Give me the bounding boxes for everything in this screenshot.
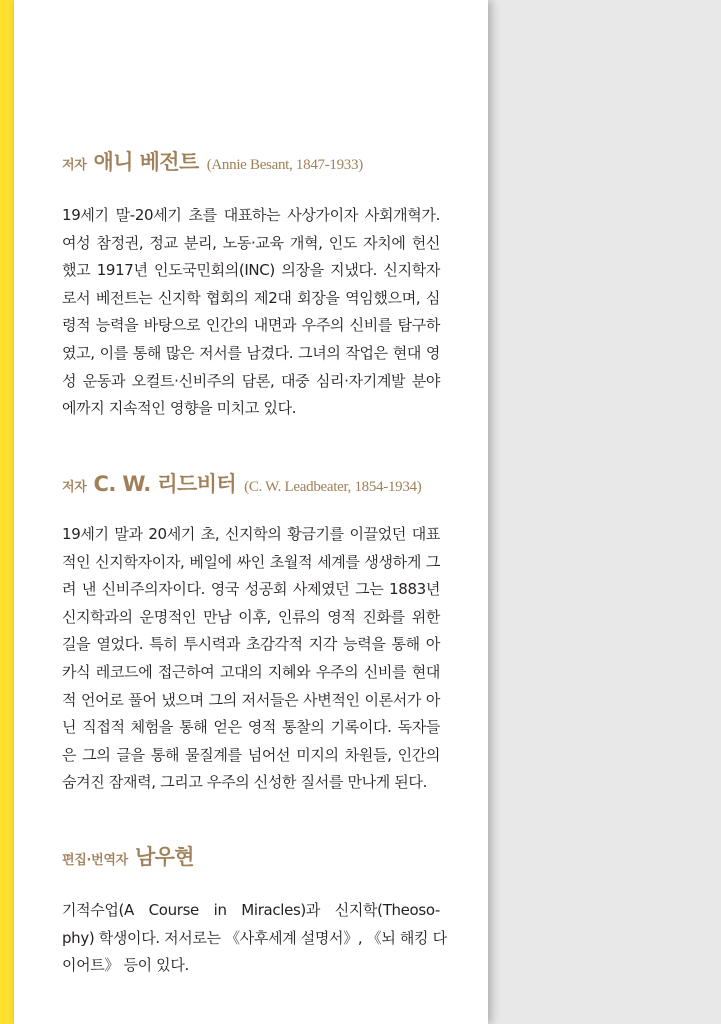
- bio-line: phy) 학생이다. 저서로는 《사후세계 설명서》, 《뇌 해킹 다: [62, 928, 447, 947]
- bio-line: 였고, 이를 통해 많은 저서를 남겼다. 그녀의 작업은 현대 영: [62, 343, 440, 362]
- bio-line: 적인 신지학자이자, 베일에 싸인 초월적 세계를 생생하게 그: [62, 552, 440, 571]
- bio-line: 숨겨진 잠재력, 그리고 우주의 신성한 질서를 만나게 된다.: [62, 773, 427, 792]
- yellow-accent-strip: [0, 0, 14, 1024]
- bio-line: 신지학과의 운명적인 만남 이후, 인류의 영적 진화를 위한: [62, 607, 440, 626]
- role-label: 저자: [62, 480, 87, 495]
- bio-line: 여성 참정권, 정교 분리, 노동·교육 개혁, 인도 자치에 헌신: [62, 233, 440, 252]
- bio-line: 19세기 말과 20세기 초, 신지학의 황금기를 이끌었던 대표: [62, 525, 440, 543]
- bio-line: 로서 베전트는 신지학 협회의 제2대 회장을 역임했으며, 심: [62, 288, 440, 307]
- author-name: C. W. 리드비터: [93, 472, 237, 496]
- original-name: (Annie Besant, 1847-1933): [206, 157, 363, 173]
- translator-heading: [62, 843, 202, 871]
- bio-line: 령적 능력을 바탕으로 인간의 내면과 우주의 신비를 탐구하: [62, 316, 440, 335]
- bio-line: 적 언어로 풀어 냈으며 그의 저서들은 사변적인 이론서가 아: [62, 690, 440, 709]
- bio-line: 카식 레코드에 접근하여 고대의 지혜와 우주의 신비를 현대: [62, 662, 440, 681]
- author-bio-besant: [62, 202, 440, 423]
- bio-line: 이어트》 등이 있다.: [62, 956, 189, 975]
- translator-bio: [62, 897, 447, 980]
- author-bio-leadbeater: [62, 521, 440, 797]
- role-label: 편집·번역자: [62, 853, 128, 868]
- author-name: 애니 베전트: [93, 150, 199, 174]
- bio-line: 려 낸 신비주의자이다. 영국 성공회 사제였던 그는 1883년: [62, 580, 440, 599]
- bio-line: 했고 1917년 인도국민회의(INC) 의장을 지냈다. 신지학자: [62, 261, 440, 280]
- original-name: (C. W. Leadbeater, 1854-1934): [244, 479, 422, 495]
- bio-line: 닌 직접적 체험을 통해 얻은 영적 통찰의 기록이다. 독자들: [62, 718, 440, 737]
- author-heading-besant: [62, 148, 363, 176]
- translator-name: 남우현: [134, 845, 194, 869]
- author-heading-leadbeater: [62, 470, 421, 498]
- bio-line: 에까지 지속적인 영향을 미치고 있다.: [62, 399, 297, 418]
- bio-line: 성 운동과 오컬트·신비주의 담론, 대중 심리·자기계발 분야: [62, 371, 440, 390]
- bio-line: 길을 열었다. 특히 투시력과 초감각적 지각 능력을 통해 아: [62, 635, 440, 654]
- bio-line: 19세기 말-20세기 초를 대표하는 사상가이자 사회개혁가.: [62, 206, 440, 224]
- bio-line: 은 그의 글을 통해 물질계를 넘어선 미지의 차원들, 인간의: [62, 745, 440, 764]
- bio-line: 기적수업(A Course in Miracles)과 신지학(Theoso-: [62, 901, 440, 919]
- role-label: 저자: [62, 158, 87, 173]
